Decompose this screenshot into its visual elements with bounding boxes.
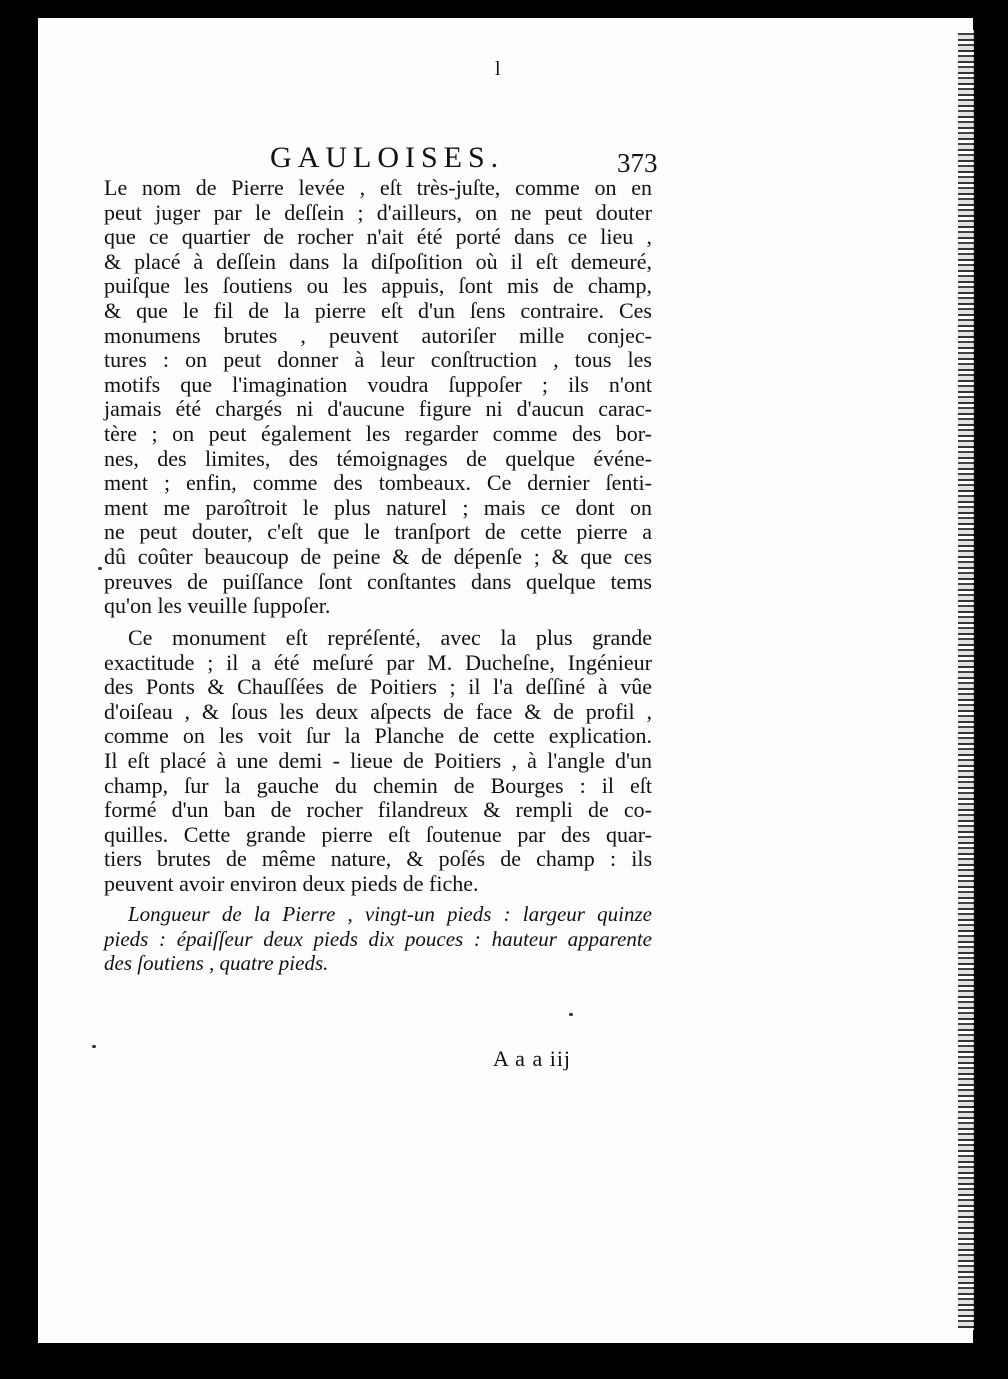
text-line: monumens brutes , peuvent autoriſer mille conjec- <box>104 322 652 348</box>
text-line: d'oiſeau , & ſous les deux aſpects de face & de profil , <box>104 698 652 724</box>
text-line: Longueur de la Pierre , vingt-un pieds : largeur quinze <box>128 902 652 926</box>
text-line: des Ponts & Chauſſées de Poitiers ; il l'a deſſiné à vûe <box>104 674 652 700</box>
text-line: ment ; enfin, comme des tombeaux. Ce dernier ſenti- <box>104 470 652 496</box>
text-line: que ce quartier de rocher n'ait été porté dans ce lieu , <box>104 224 652 250</box>
text-line: & que le fil de la pierre eſt d'un ſens contraire. Ces <box>104 297 652 323</box>
text-line: nes, des limites, des témoignages de quelque événe- <box>104 445 652 471</box>
text-line: preuves de puiſſance ſont conſtantes dans quelque tems <box>104 568 652 594</box>
text-line: des ſoutiens , quatre pieds. <box>104 951 329 976</box>
paragraph-1 <box>104 176 652 619</box>
top-mark: l <box>495 58 501 80</box>
text-line: puiſque les ſoutiens ou les appuis, ſont mis de champ, <box>104 273 652 299</box>
measurements-paragraph <box>104 902 652 976</box>
text-line: & placé à deſſein dans la diſpoſition où il eſt demeuré, <box>104 248 652 274</box>
page-edge-texture <box>958 30 974 1330</box>
text-line: tures : on peut donner à leur conſtruction , tous les <box>104 347 652 373</box>
text-line: formé d'un ban de rocher filandreux & rempli de co- <box>104 797 652 823</box>
text-line: dû coûter beaucoup de peine & de dépenſe ; & que ces <box>104 543 652 569</box>
text-line: Il eſt placé à une demi - lieue de Poitiers , à l'angle d'un <box>104 747 652 773</box>
paragraph-2 <box>104 626 652 897</box>
text-line: jamais été chargés ni d'aucune figure ni d'aucun carac- <box>104 396 652 422</box>
text-line: motifs que l'imagination voudra ſuppoſer ; ils n'ont <box>104 371 652 397</box>
ink-speck <box>569 1013 573 1016</box>
text-line: exactitude ; il a été meſuré par M. Ducheſne, Ingénieur <box>104 649 652 675</box>
text-line: ne peut douter, c'eſt que le tranſport de cette pierre a <box>104 519 652 545</box>
ink-speck <box>98 567 102 570</box>
text-line: ment me paroîtroit le plus naturel ; mais ce dont on <box>104 494 652 520</box>
text-line: qu'on les veuille ſuppoſer. <box>104 593 331 619</box>
scan-border <box>973 0 1008 1379</box>
page-number: 373 <box>617 148 658 178</box>
running-head: GAULOISES. <box>270 141 505 174</box>
text-line: tiers brutes de même nature, & poſés de champ : ils <box>104 846 652 872</box>
text-line: peuvent avoir environ deux pieds de fiche. <box>104 870 479 896</box>
text-line: champ, ſur la gauche du chemin de Bourges : il eſt <box>104 772 652 798</box>
text-line: tère ; on peut également les regarder comme des bor- <box>104 420 652 446</box>
signature-mark: A a a iij <box>493 1046 572 1071</box>
text-line: Le nom de Pierre levée , eſt très-juſte, comme on en <box>104 175 652 200</box>
text-line: quilles. Cette grande pierre eſt ſoutenue par des quar- <box>104 821 652 847</box>
text-line: pieds : épaiſſeur deux pieds dix pouces : hauteur apparente <box>104 926 652 951</box>
ink-speck <box>92 1045 96 1048</box>
text-line: Ce monument eſt repréſenté, avec la plus grande <box>128 625 652 650</box>
text-line: peut juger par le deſſein ; d'ailleurs, on ne peut douter <box>104 199 652 225</box>
text-line: comme on les voit ſur la Planche de cette explication. <box>104 723 652 749</box>
